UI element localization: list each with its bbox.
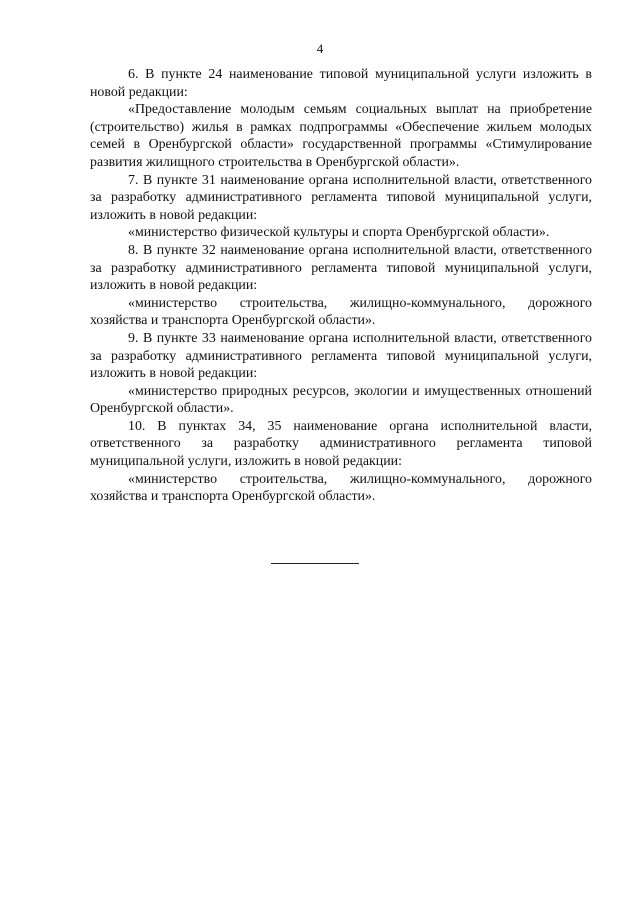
paragraph-item-7-text: «министерство физической культуры и спорта Оренбургской области». — [128, 225, 550, 241]
page-number: 4 — [316, 41, 324, 56]
paragraph-item-6-text: «Предоставление молодым семьям социальных выплат на приобретение (строительство) жилья в рамках подпрограммы «Обеспечение жильем молодых семей в Оренбургской области» государственной программы «Стимулирование развития жилищного строительства в Оренбургской области». — [90, 102, 592, 170]
end-divider — [271, 563, 359, 564]
paragraph-item-8: 8. В пункте 32 наименование органа исполнительной власти, ответственного за разработку административного регламента типовой муниципальной услуги, изложить в новой редакции: — [90, 242, 592, 294]
paragraph-item-8-text: «министерство строительства, жилищно-коммунального, дорожного хозяйства и транспорта Оренбургской области». — [90, 295, 592, 329]
paragraph-item-9: 9. В пункте 33 наименование органа исполнительной власти, ответственного за разработку административного регламента типовой муниципальной услуги, изложить в новой редакции: — [90, 330, 592, 382]
paragraph-item-10-text: «министерство строительства, жилищно-коммунального, дорожного хозяйства и транспорта Оренбургской области». — [90, 471, 592, 505]
paragraph-item-10: 10. В пунктах 34, 35 наименование органа исполнительной власти, ответственного за разработку административного регламента типовой муниципальной услуги, изложить в новой редакции: — [90, 418, 592, 470]
paragraph-item-6: 6. В пункте 24 наименование типовой муниципальной услуги изложить в новой редакции: — [90, 67, 592, 100]
document-body — [90, 66, 592, 506]
paragraph-item-9-text: «министерство природных ресурсов, экологии и имущественных отношений Оренбургской области». — [90, 383, 592, 417]
paragraph-item-7: 7. В пункте 31 наименование органа исполнительной власти, ответственного за разработку административного регламента типовой муниципальной услуги, изложить в новой редакции: — [90, 172, 592, 223]
